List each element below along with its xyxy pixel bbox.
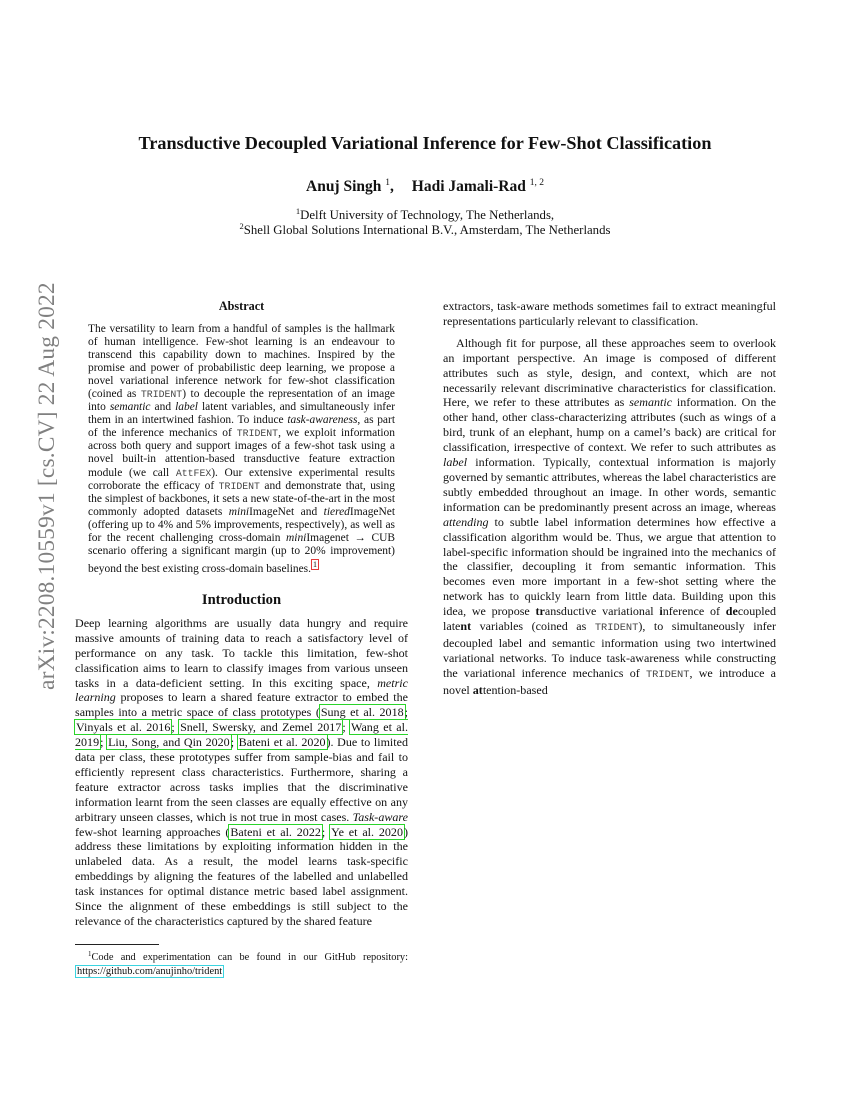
paper-title: Transductive Decoupled Variational Inference for Few-Shot Classification — [138, 133, 712, 153]
introduction-paragraph-1: Deep learning algorithms are usually data hungry and require massive amounts of training data to reach a satisfactory level of performance on any task. To tackle this limitation, few-shot classification aims to learn to classify images from various unseen tasks in a data-deficient setting. In this exciting space, metric learning proposes to learn a shared feature extractor to embed the samples into a metric space of class prototypes (Sung et al. 2018; Vinyals et al. 2016; Snell, Swersky, and Zemel 2017; Wang et al. 2019; Liu, Song, and Qin 2020; Bateni et al. 2020). Due to limited data per class, these prototypes suffer from sample-bias and fail to efficiently represent class characteristics. Furthermore, sharing a feature extractor across tasks implies that the discriminative information learnt from the seen classes are equally effective on any arbitrary unseen classes, which is not true in most cases. Task-aware few-shot learning approaches (Bateni et al. 2022; Ye et al. 2020) address these limitations by exploiting information hidden in the unlabeled data. As a result, the model learns task-specific embeddings by aligning the features of the labelled and unlabelled task instances for optimal distance metric based label assignment. Since the alignment of these embeddings is still subject to the relevance of the characteristics captured by the shared feature — [75, 615, 408, 929]
author-separator: , — [390, 178, 394, 195]
citation-link[interactable]: Ye et al. 2020 — [331, 824, 403, 839]
introduction-paragraph-1-continued — [443, 299, 776, 329]
abstract-heading: Abstract — [218, 299, 265, 313]
arxiv-identifier-sidebar: arXiv:2208.10559v1 [cs.CV] 22 Aug 2022 — [34, 282, 60, 690]
author-name: Anuj Singh — [306, 178, 382, 195]
right-column — [443, 299, 776, 698]
footnote-rule — [75, 944, 159, 945]
affiliation-text: Shell Global Solutions International B.V., Amsterdam, The Netherlands — [243, 223, 611, 237]
affiliation-mark: 2 — [239, 221, 244, 231]
author-name: Hadi Jamali-Rad — [411, 178, 526, 195]
method-name: TRIDENT — [218, 480, 260, 492]
method-name: TRIDENT — [236, 428, 279, 440]
method-name: TRIDENT — [594, 622, 639, 635]
introduction-heading: Introduction — [201, 591, 282, 608]
github-link[interactable]: https://github.com/anujinho/trident — [77, 965, 223, 977]
citation-link[interactable]: Bateni et al. 2020 — [238, 735, 326, 750]
footnote-mark: 1 — [88, 950, 92, 958]
author-line — [0, 178, 850, 196]
left-column — [75, 299, 408, 929]
footnote-link[interactable]: 1 — [313, 559, 317, 569]
citation-link[interactable]: Snell, Swersky, and Zemel 2017 — [180, 720, 342, 735]
affiliation-text: Delft University of Technology, The Netherlands, — [300, 208, 555, 222]
citation-link[interactable]: Wang et al. 2019 — [75, 720, 408, 750]
paragraph-text-continued: ) address these limitations by exploiting information hidden in the unlabeled data. As a result, the model learns task-specific embeddings by aligning the features of the labelled and unlabelled task instances for optimal distance metric based label assignment. Since the alignment of these embeddings is still subject to the relevance of the characteristics captured by the shared feature — [75, 824, 408, 929]
citation-link[interactable]: Sung et al. 2018 — [320, 705, 404, 720]
affiliation-mark: 1 — [385, 178, 391, 188]
affiliation-2 — [0, 221, 850, 238]
abstract-text: The versatility to learn from a handful of samples is the hallmark of human intelligence. Few-shot learning is an endeavour to transcend this capability down to machines. Inspired by the promise and power of probabilistic deep learning, we propose a novel variational inference network for few-shot classification (coined as TRIDENT) to decouple the representation of an image into semantic and label latent variables, and simultaneously infer them in an intertwined fashion. To induce task-awareness, as part of the inference mechanics of TRIDENT, we exploit information across both query and support images of a few-shot task using a novel built-in attention-based transductive feature extraction module (we call AttFEX). Our extensive experimental results corroborate the efficacy of TRIDENT and demonstrate that, using the simplest of backbones, it sets a new state-of-the-art in the most commonly adopted datasets miniImageNet and tieredImageNet (offering up to 4% and 5% improvements, respectively), as well as for the recent challenging cross-domain miniImagenet → CUB scenario offering a significant margin (up to 20% improvement) beyond the best existing cross-domain baselines. $^1$ — [88, 323, 396, 575]
introduction-paragraph-2: Although fit for purpose, all these approaches seem to overlook an important perspective. An image is composed of different attributes such as style, design, and context, which are not necessarily relevant discriminative characteristics for classification. Here, we refer to these attributes as semantic information. On the other hand, other class-characterizing attributes (such as wings of a bird, trunk of an elephant, hump on a camel’s back) are critical for classification, irrespective of context. We refer to such attributes as label information. Typically, contextual information is majorly governed by semantic attributes, whereas the label characteristics are subtly embedded throughout an image. In other words, semantic information can be predominantly present across an image, whereas attending to subtle label information determines how effective a classification algorithm would be. Thus, we argue that attention to label-specific information should be ingrained into the mechanics of the classifier, decoupling it from semantic information. This becomes even more important in a few-shot setting where the network has to quickly learn from little data. Building upon this idea, we propose transductive variational inference of decoupled latent variables (coined as TRIDENT), to simultaneously infer decoupled label and semantic information using two intertwined variational networks. To induce task-awareness while constructing the variational inference mechanics of TRIDENT, we introduce a novel attention-based — [443, 335, 777, 697]
module-name: AttFEX — [175, 467, 212, 479]
method-name: TRIDENT — [645, 668, 690, 681]
paragraph-text-continued: extractors, task-aware methods sometimes fail to extract meaningful representations particularly relevant to classification. — [443, 299, 776, 328]
method-name: TRIDENT — [140, 389, 183, 401]
citation-link[interactable]: Liu, Song, and Qin 2020 — [108, 735, 230, 750]
affiliation-mark: 1 — [295, 206, 301, 216]
citation-link[interactable]: Vinyals et al. 2016 — [76, 720, 171, 735]
affiliation-mark: 1, 2 — [529, 178, 544, 188]
citation-link[interactable]: Bateni et al. 2022 — [230, 824, 321, 839]
footnote: $^1$Code and experimentation can be found in our GitHub repository: https://github.com/anujinho/trident — [77, 950, 408, 977]
